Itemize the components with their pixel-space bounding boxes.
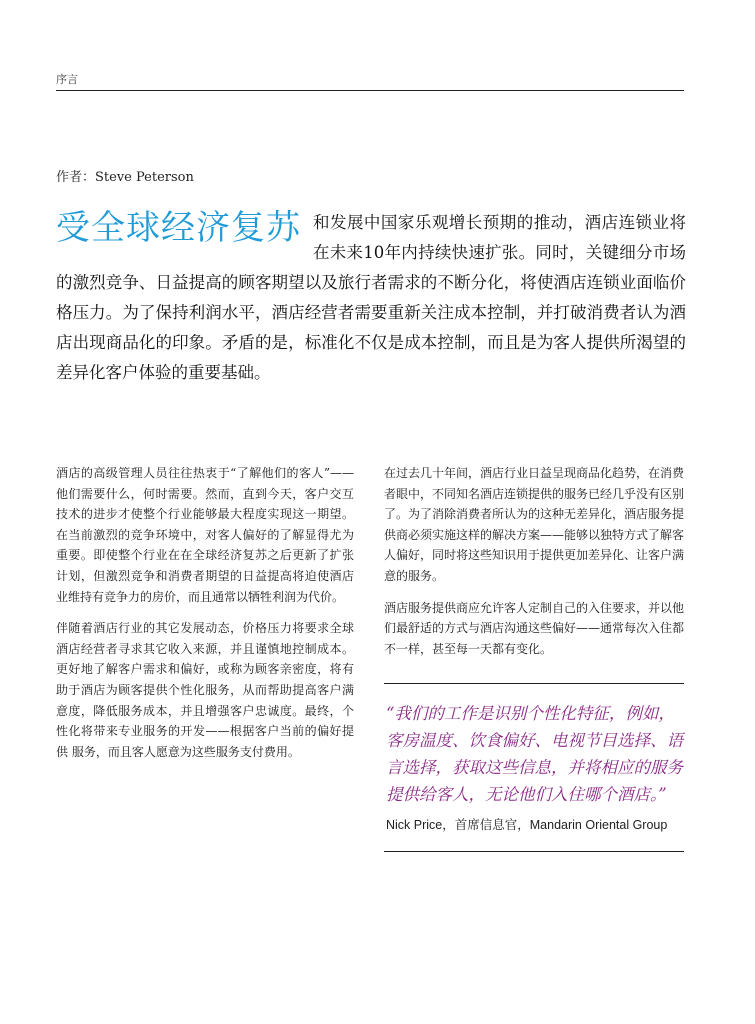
lead-dropcap-heading: 受全球经济复苏 xyxy=(56,208,301,248)
quote-top-divider xyxy=(384,683,684,684)
body-paragraph: 在过去几十年间，酒店行业日益呈现商品化趋势，在消费者眼中，不同知名酒店连锁提供的服务已经几乎没有区别了。为了消除消费者所认为的这种无差异化，酒店服务提供商必须实施这样的解决方案——能够以独特方式了解客人偏好，同时将这些知识用于提供更加差异化、让客户满意的服务。 xyxy=(384,466,685,583)
quote-attribution: Nick Price，首席信息官，Mandarin Oriental Group xyxy=(386,818,668,832)
section-label: 序言 xyxy=(56,73,78,86)
left-column xyxy=(56,463,354,773)
header-divider xyxy=(56,90,684,91)
body-paragraph: 酒店服务提供商应允许客人定制自己的入住要求，并以他们最舒适的方式与酒店沟通这些偏好——通常每次入住都不一样，甚至每一天都有变化。 xyxy=(384,600,685,656)
body-paragraph: 酒店的高级管理人员往往热衷于“了解他们的客人”——他们需要什么，何时需要。然而，直到今天，客户交互技术的进步才使整个行业能够最大程度实现这一期望。在当前激烈的竞争环境中，对客人偏好的了解显得尤为重要。即使整个行业在在全球经济复苏之后更新了扩张计划，但激烈竞争和消费者期望的日益提高将迫使酒店业维持有竞争力的房价，而且通常以牺牲利润为代价。 xyxy=(56,466,354,604)
body-paragraph: 伴随着酒店行业的其它发展动态，价格压力将要求全球酒店经营者寻求其它收入来源，并且谨慎地控制成本。更好地了解客户需求和偏好，或称为顾客亲密度，将有助于酒店为顾客提供个性化服务，从而帮助提高客户满意度，降低服务成本，并且增强客户忠诚度。最终，个性化将带来专业服务的开发——根据客户当前的偏好提供 服务，而且客人愿意为这些服务支付费用。 xyxy=(56,621,354,759)
quote-bottom-divider xyxy=(384,851,684,852)
lead-paragraph xyxy=(56,208,686,388)
author-line: 作者：Steve Peterson xyxy=(56,170,194,185)
lead-text: 和发展中国家乐观增长预期的推动，酒店连锁业将在未来10年内持续快速扩张。同时，关键细分市场的激烈竞争、日益提高的顾客期望以及旅行者需求的不断分化，将使酒店连锁业面临价格压力。为了保持利润水平，酒店经营者需要重新关注成本控制，并打破消费者认为酒店出现商品化的印象。矛盾的是，标准化不仅是成本控制，而且是为客人提供所渴望的差异化客户体验的重要基础。 xyxy=(56,213,686,382)
pull-quote: “我们的工作是识别个性化特征，例如，客房温度、饮食偏好、电视节目选择、语言选择，获取这些信息，并将相应的服务提供给客人，无论他们入住哪个酒店。” xyxy=(386,704,683,804)
right-column xyxy=(384,463,684,670)
